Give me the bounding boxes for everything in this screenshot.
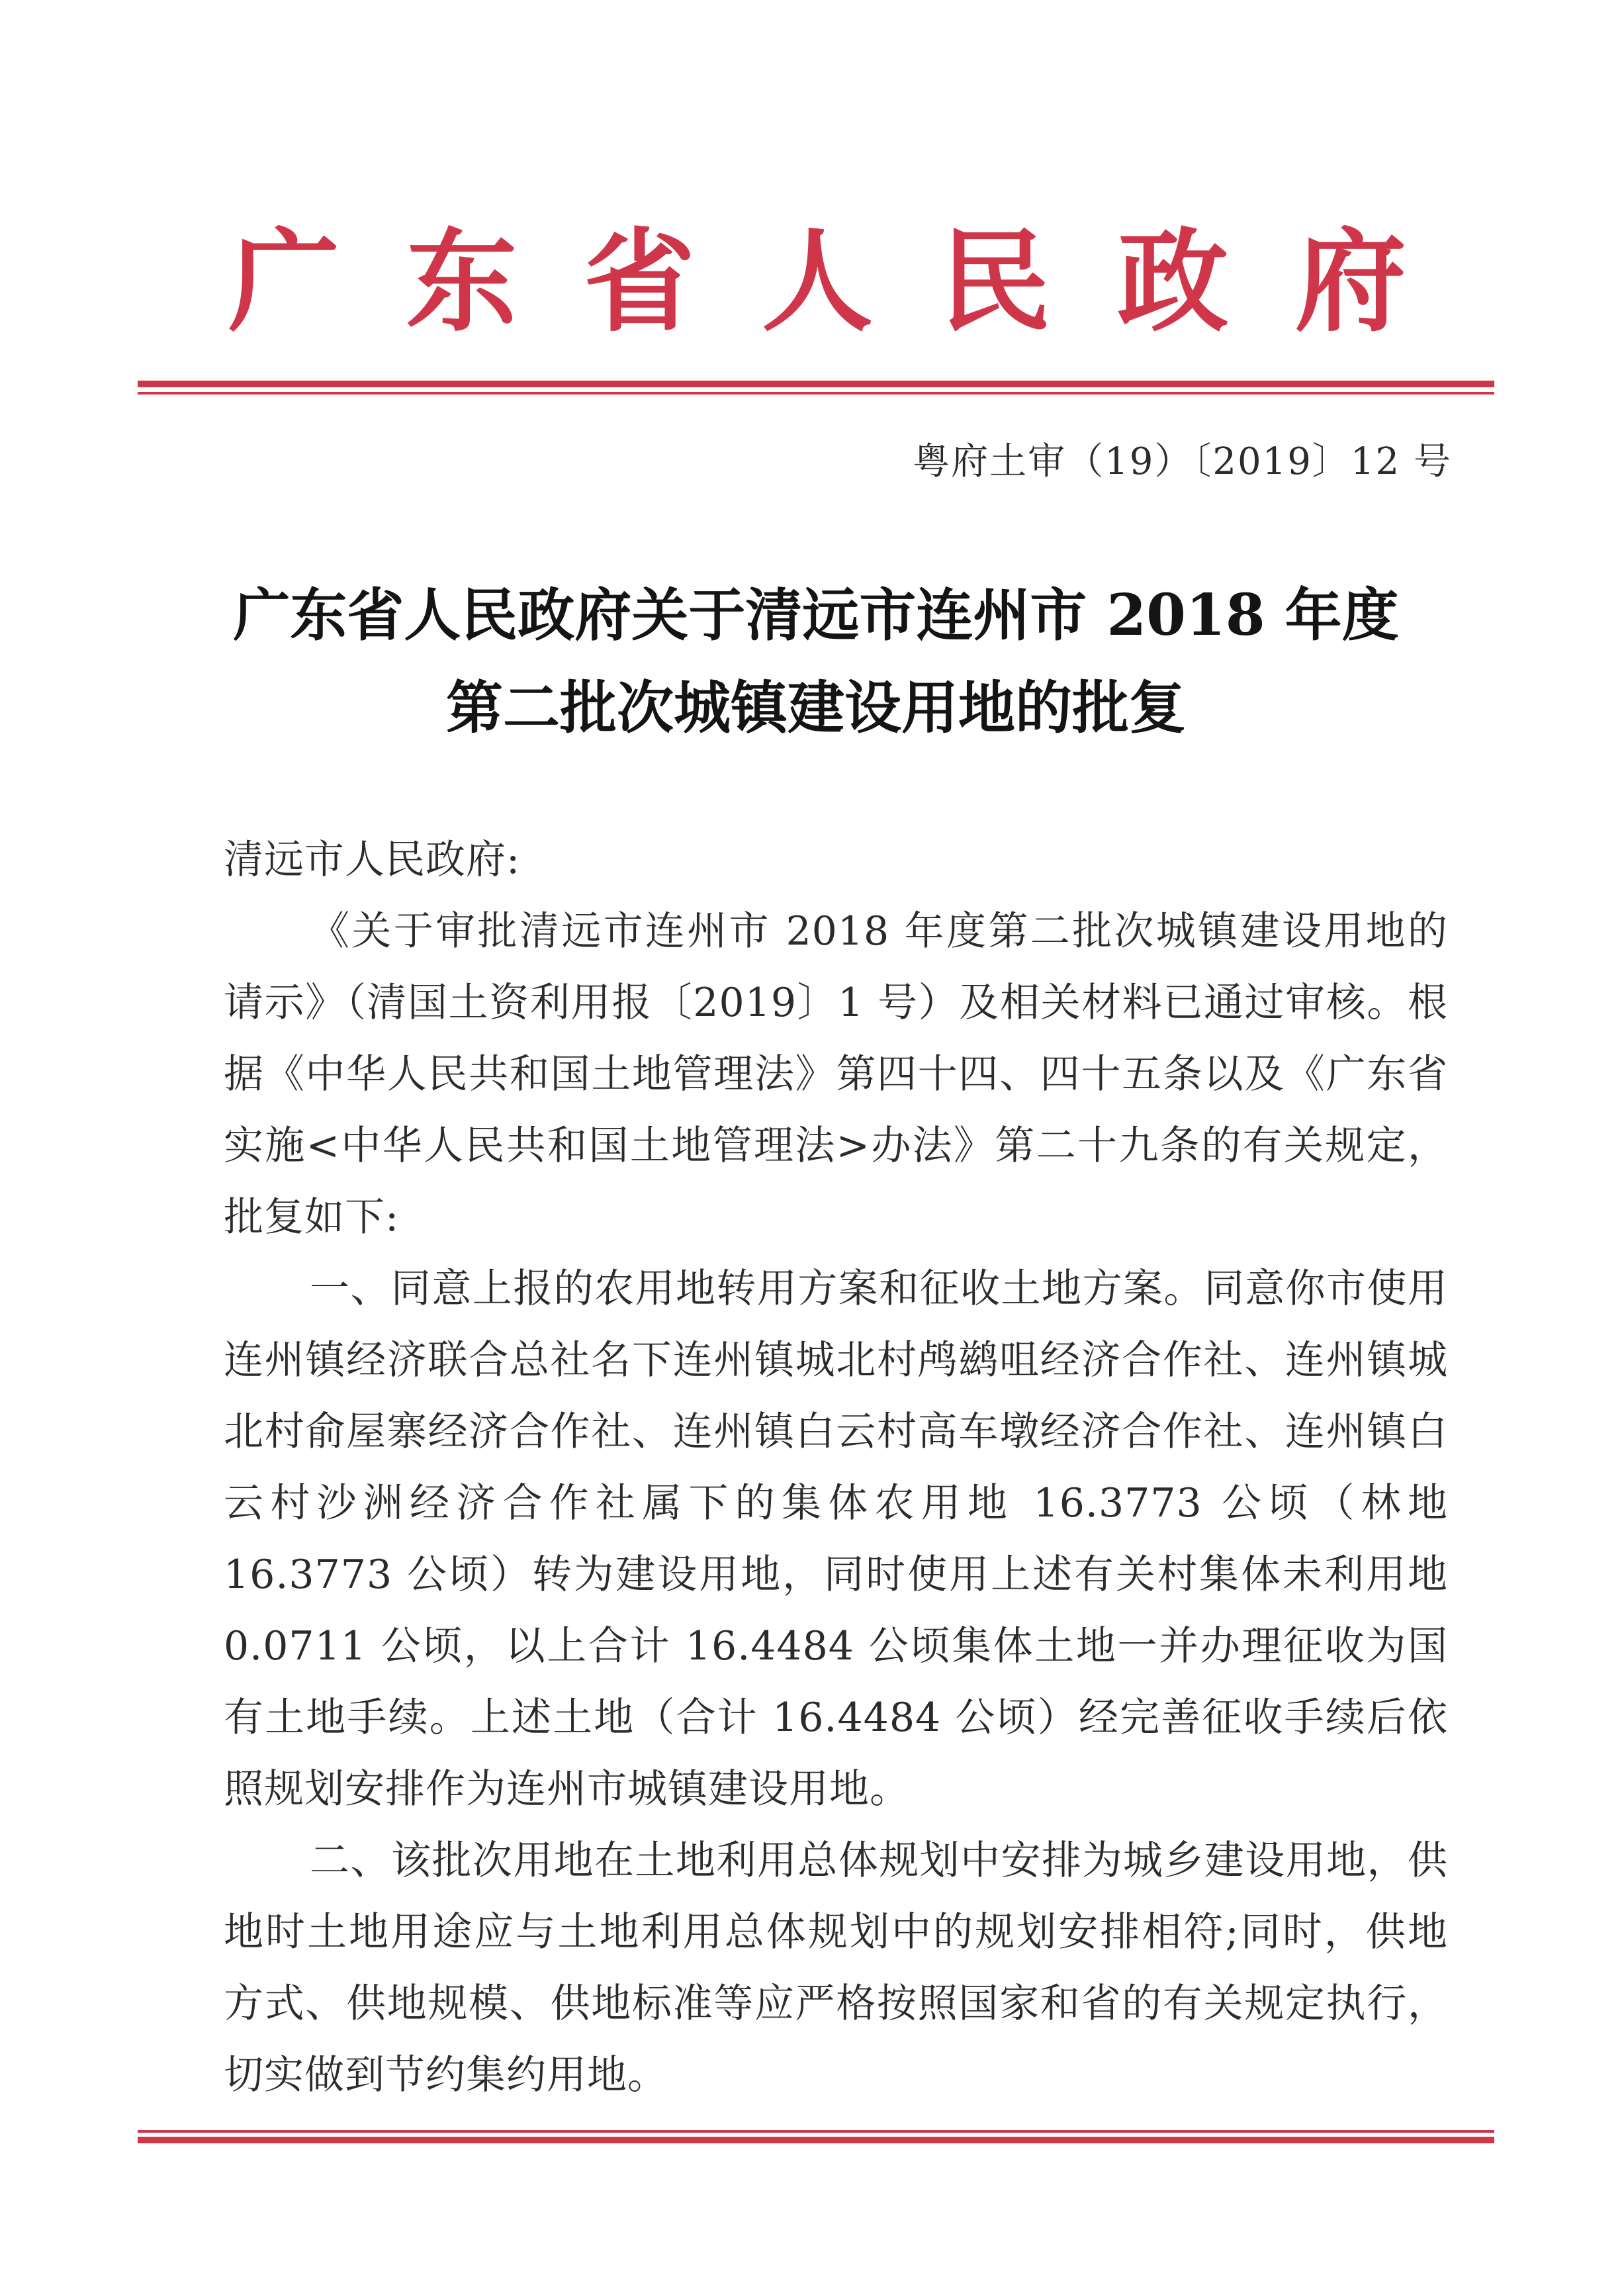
issuer-char: 政 (1117, 216, 1229, 347)
salutation: 清远市人民政府: (224, 837, 521, 883)
issuer-char: 民 (939, 216, 1051, 347)
issuer-char: 广 (228, 216, 339, 347)
paragraph-approval-2: 二、该批次用地在土地利用总体规划中安排为城乡建设用地，供地时土地用途应与土地利用总体规划中的规划安排相符;同时，供地方式、供地规模、供地标准等应严格按照国家和省的有关规定执行，切实做到节约集约用地。 (224, 1838, 1448, 2098)
issuer-char: 人 (761, 216, 873, 347)
header-divider-thick (138, 381, 1494, 387)
issuer-char: 府 (1294, 216, 1406, 347)
paragraph-approval-1: 一、同意上报的农用地转用方案和征收土地方案。同意你市使用连州镇经济联合总社名下连州镇城北村鸬鹚咀经济合作社、连州镇城北村俞屋寨经济合作社、连州镇白云村高车墩经济合作社、连州镇白云村沙洲经济合作社属下的集体农用地 16.3773 公顷（林地 16.3773 公顷）转为建设用地，同时使用上述有关村集体未利用地 0.0711 公顷，以上合计 16.4484 公顷集体土地一并办理征收为国有土地手续。上述土地（合计 16.4484 公顷）经完善征收手续后依照规划安排作为连州市城镇建设用地。 (224, 1266, 1448, 1812)
footer-divider-thin (138, 2130, 1494, 2133)
document-body (224, 824, 1448, 2111)
document-title-line2: 第二批次城镇建设用地的批复 (446, 675, 1186, 741)
document-number: 粤府土审（19）〔2019〕12 号 (913, 440, 1452, 483)
issuer-char: 东 (406, 216, 518, 347)
issuer-char: 省 (584, 216, 696, 347)
issuer-title (228, 216, 1406, 347)
paragraph-request: 《关于审批清远市连州市 2018 年度第二批次城镇建设用地的请示》（清国土资利用报〔2019〕1 号）及相关材料已通过审核。根据《中华人民共和国土地管理法》第四十四、四十五条以及《广东省实施<中华人民共和国土地管理法>办法》第二十九条的有关规定，批复如下: (224, 908, 1448, 1240)
document-title (138, 569, 1494, 755)
footer-divider-thick (138, 2137, 1494, 2143)
header-divider-thin (138, 392, 1494, 395)
document-title-line1: 广东省人民政府关于清远市连州市 2018 年度 (233, 582, 1399, 649)
